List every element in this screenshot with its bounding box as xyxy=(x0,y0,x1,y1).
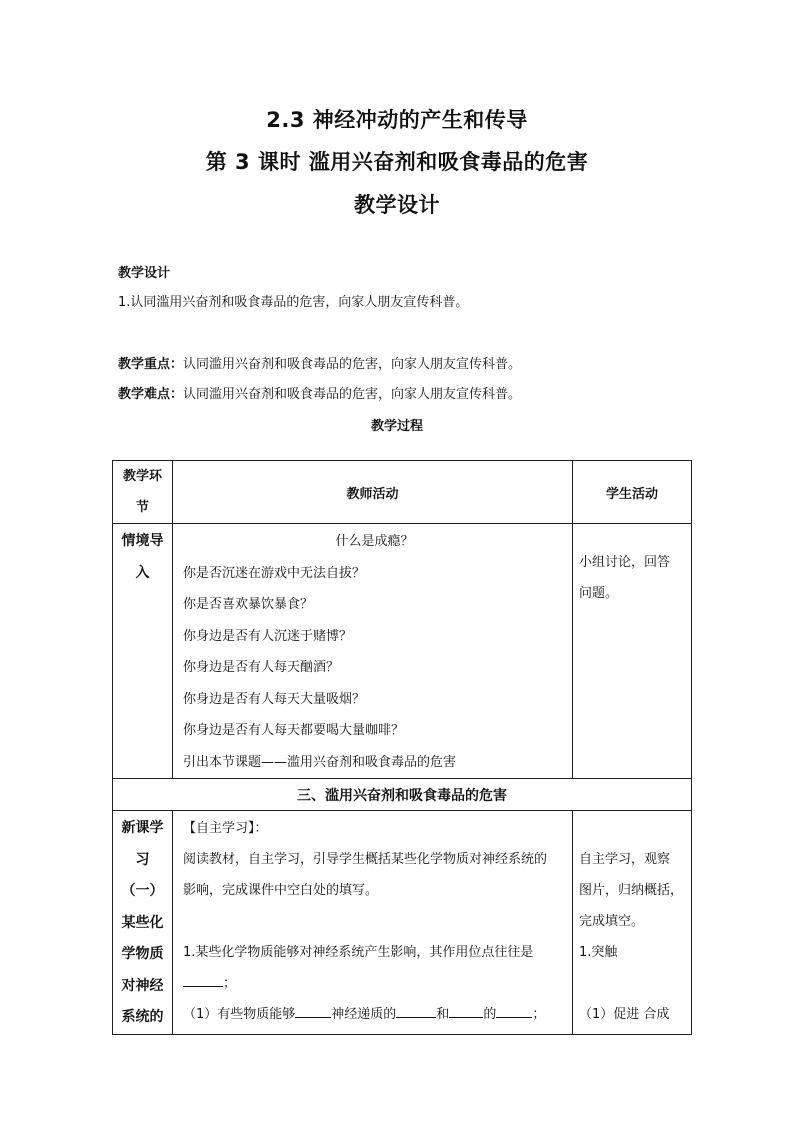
key-point-text: 认同滥用兴奋剂和吸食毒品的危害，向家人朋友宣传科普。 xyxy=(183,357,522,372)
difficulty-label: 教学难点： xyxy=(118,387,184,402)
intro-teacher-title: 什么是成瘾？ xyxy=(335,534,414,549)
process-heading: 教学过程 xyxy=(370,419,423,434)
new-lesson-student-line: 自主学习，观察 xyxy=(579,852,671,867)
new-lesson-student-cell xyxy=(573,811,692,1035)
table-section-row xyxy=(113,779,692,811)
section-heading-design: 教学设计 xyxy=(118,266,171,281)
new-lesson-student-line: 1.突触 xyxy=(579,945,618,960)
question-1-tail: ； xyxy=(223,976,237,991)
intro-question: 你是否沉迷在游戏中无法自拔？ xyxy=(183,565,366,581)
header-stage-line1: 教学环 xyxy=(122,469,162,484)
new-lesson-student-answer: （1）促进 合成 xyxy=(579,1007,670,1022)
new-lesson-stage-line: 对神经 xyxy=(121,977,164,994)
header-stage xyxy=(113,461,173,524)
intro-stage-line1: 情境导 xyxy=(121,533,164,549)
header-stage-line2: 节 xyxy=(135,500,149,515)
q11-part-c: 和 xyxy=(436,1007,450,1022)
table-row-intro xyxy=(113,524,692,779)
teaching-process-table xyxy=(112,460,692,1035)
intro-student-cell xyxy=(573,524,692,779)
new-lesson-stage-cell xyxy=(113,811,173,1035)
key-point xyxy=(118,353,521,372)
intro-topic-lead: 引出本节课题——滥用兴奋剂和吸食毒品的危害 xyxy=(183,754,457,770)
self-study-label: 【自主学习】： xyxy=(183,821,268,836)
new-lesson-student-line: 图片，归纳概括， xyxy=(579,883,684,898)
intro-stage-cell xyxy=(113,524,173,779)
fill-blank[interactable] xyxy=(183,972,223,987)
self-study-instruction-line1: 阅读教材，自主学习，引导学生概括某些化学物质对神经系统的 xyxy=(183,852,548,867)
q11-part-b: 神经递质的 xyxy=(331,1007,397,1022)
intro-stage-line2: 入 xyxy=(135,564,150,581)
table-header-row xyxy=(113,461,692,524)
difficulty-point xyxy=(118,383,521,402)
new-lesson-stage-line: 习 xyxy=(135,851,150,868)
fill-blank[interactable] xyxy=(449,1003,483,1018)
lesson-subtitle: 第 3 课时 滥用兴奋剂和吸食毒品的危害 xyxy=(205,150,589,174)
intro-student-line2: 问题。 xyxy=(579,586,619,601)
header-student: 学生活动 xyxy=(573,461,692,524)
fill-blank[interactable] xyxy=(496,1003,532,1018)
header-teacher: 教师活动 xyxy=(173,461,573,524)
intro-question: 你身边是否有人每天大量吸烟？ xyxy=(183,691,366,707)
question-1-1 xyxy=(183,999,566,1030)
table-row-new-lesson xyxy=(113,811,692,1035)
blank-line-spacer xyxy=(183,906,566,937)
design-heading: 教学设计 xyxy=(354,193,440,217)
question-1: 1.某些化学物质能够对神经系统产生影响，其作用位点往往是 xyxy=(183,945,534,960)
intro-question: 你身边是否有人每天酗酒？ xyxy=(183,660,340,675)
new-lesson-stage-line: 系统的 xyxy=(121,1009,164,1025)
fill-blank[interactable] xyxy=(295,1003,331,1018)
new-lesson-student-line: 完成填空。 xyxy=(579,914,645,929)
intro-student-line1: 小组讨论，回答 xyxy=(579,555,671,570)
new-lesson-stage-line: 学物质 xyxy=(121,946,164,962)
intro-question: 你身边是否有人沉迷于赌博？ xyxy=(183,628,353,644)
intro-question: 你是否喜欢暴饮暴食？ xyxy=(183,597,314,612)
document-title: 2.3 神经冲动的产生和传导 xyxy=(266,108,528,132)
intro-question: 你身边是否有人每天都要喝大量咖啡？ xyxy=(183,723,405,738)
new-lesson-stage-line: 某些化 xyxy=(121,914,164,931)
fill-blank[interactable] xyxy=(396,1003,436,1018)
intro-teacher-cell xyxy=(173,524,573,779)
q11-part-a: （1）有些物质能够 xyxy=(183,1007,296,1022)
q11-part-e: ； xyxy=(532,1007,546,1022)
question-1-blank-line xyxy=(183,968,566,999)
blank-line-spacer xyxy=(579,968,685,999)
new-lesson-stage-line: （一） xyxy=(121,883,164,899)
self-study-instruction-line2: 影响，完成课件中空白处的填写。 xyxy=(183,883,379,898)
objective-text: 1.认同滥用兴奋剂和吸食毒品的危害，向家人朋友宣传科普。 xyxy=(118,295,469,310)
difficulty-text: 认同滥用兴奋剂和吸食毒品的危害，向家人朋友宣传科普。 xyxy=(183,387,522,402)
section-title: 三、滥用兴奋剂和吸食毒品的危害 xyxy=(113,779,692,811)
new-lesson-teacher-cell xyxy=(173,811,573,1035)
q11-part-d: 的 xyxy=(483,1007,497,1022)
key-point-label: 教学重点： xyxy=(118,357,184,372)
new-lesson-stage-line: 新课学 xyxy=(121,820,164,836)
